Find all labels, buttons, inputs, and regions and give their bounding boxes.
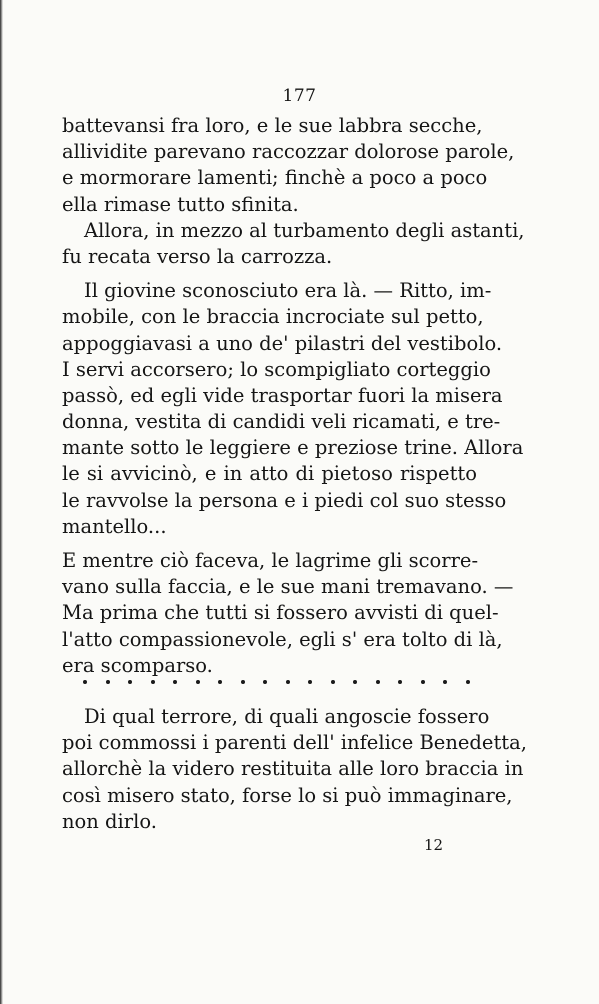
text-line: le si avvicinò, e in atto di pietoso rispetto: [62, 462, 477, 486]
separator-dot: [398, 680, 402, 684]
separator-dot: [173, 680, 177, 684]
text-line: battevansi fra loro, e le sue labbra secche,: [62, 114, 483, 137]
text-line: era scomparso.: [62, 653, 213, 677]
text-line: ella rimase tutto sfinita.: [62, 192, 299, 216]
text-line: mante sotto le leggiere e preziose trine. Allora: [62, 436, 524, 460]
text-line: Il giovine sconosciuto era là. — Ritto, im-: [84, 279, 492, 303]
separator-dot: [331, 680, 335, 684]
separator-dot: [106, 680, 110, 684]
paragraph-4: [62, 548, 514, 679]
separator-dot: [443, 680, 447, 684]
separator-dot: [308, 680, 312, 684]
text-line: vano sulla faccia, e le sue mani tremavano. —: [62, 575, 514, 599]
separator-dot: [218, 680, 222, 684]
page-number: 177: [282, 86, 317, 106]
text-line: allividite parevano raccozzar dolorose parole,: [62, 140, 515, 164]
text-line: fu recata verso la carrozza.: [62, 244, 333, 268]
text-line: Ma prima che tutti si fossero avvisti di quel-: [62, 601, 499, 625]
signature-mark: 12: [424, 836, 444, 854]
text-line: donna, vestita di candidi veli ricamati, e tre-: [62, 410, 501, 434]
paragraph-2: [62, 218, 525, 270]
text-line: non dirlo.: [62, 809, 157, 833]
text-line: le ravvolse la persona e i piedi col suo stesso: [62, 488, 507, 512]
separator-dot: [151, 680, 155, 684]
text-line: passò, ed egli vide trasportar fuori la misera: [62, 383, 503, 407]
paragraph-5: [62, 704, 527, 835]
page-edge-shadow: [0, 0, 3, 1004]
text-line: Di qual terrore, di quali angoscie fossero: [84, 705, 490, 728]
separator-dot: [466, 680, 470, 684]
separator-dot: [128, 680, 132, 684]
text-line: e mormorare lamenti; finchè a poco a poco: [62, 166, 488, 190]
separator-dot: [196, 680, 200, 684]
text-line: mobile, con le braccia incrociate sul petto,: [62, 305, 484, 329]
separator-dot: [241, 680, 245, 684]
text-line: Allora, in mezzo al turbamento degli astanti,: [84, 218, 525, 242]
separator-dot: [263, 680, 267, 684]
text-line: I servi accorsero; lo scompigliato corteggio: [62, 357, 491, 381]
text-line: E mentre ciò faceva, le lagrime gli scorre-: [62, 549, 479, 572]
separator-dot: [353, 680, 357, 684]
text-line: l'atto compassionevole, egli s' era tolto di là,: [62, 627, 503, 651]
separator-dot: [286, 680, 290, 684]
text-line: poi commossi i parenti dell' infelice Benedetta,: [62, 731, 527, 755]
dotted-separator: [83, 680, 470, 684]
final-text: [62, 704, 527, 835]
text-line: mantello...: [62, 514, 167, 538]
text-line: appoggiavasi a uno de' pilastri del vestibolo.: [62, 331, 503, 355]
separator-dot: [421, 680, 425, 684]
separator-dot: [83, 680, 87, 684]
separator-dot: [376, 680, 380, 684]
paragraph-3: [62, 278, 524, 540]
main-text: [62, 113, 525, 679]
text-line: allorchè la videro restituita alle loro braccia in: [62, 757, 524, 781]
text-line: così misero stato, forse lo si può immaginare,: [62, 783, 513, 807]
paragraph-1: [62, 113, 515, 218]
